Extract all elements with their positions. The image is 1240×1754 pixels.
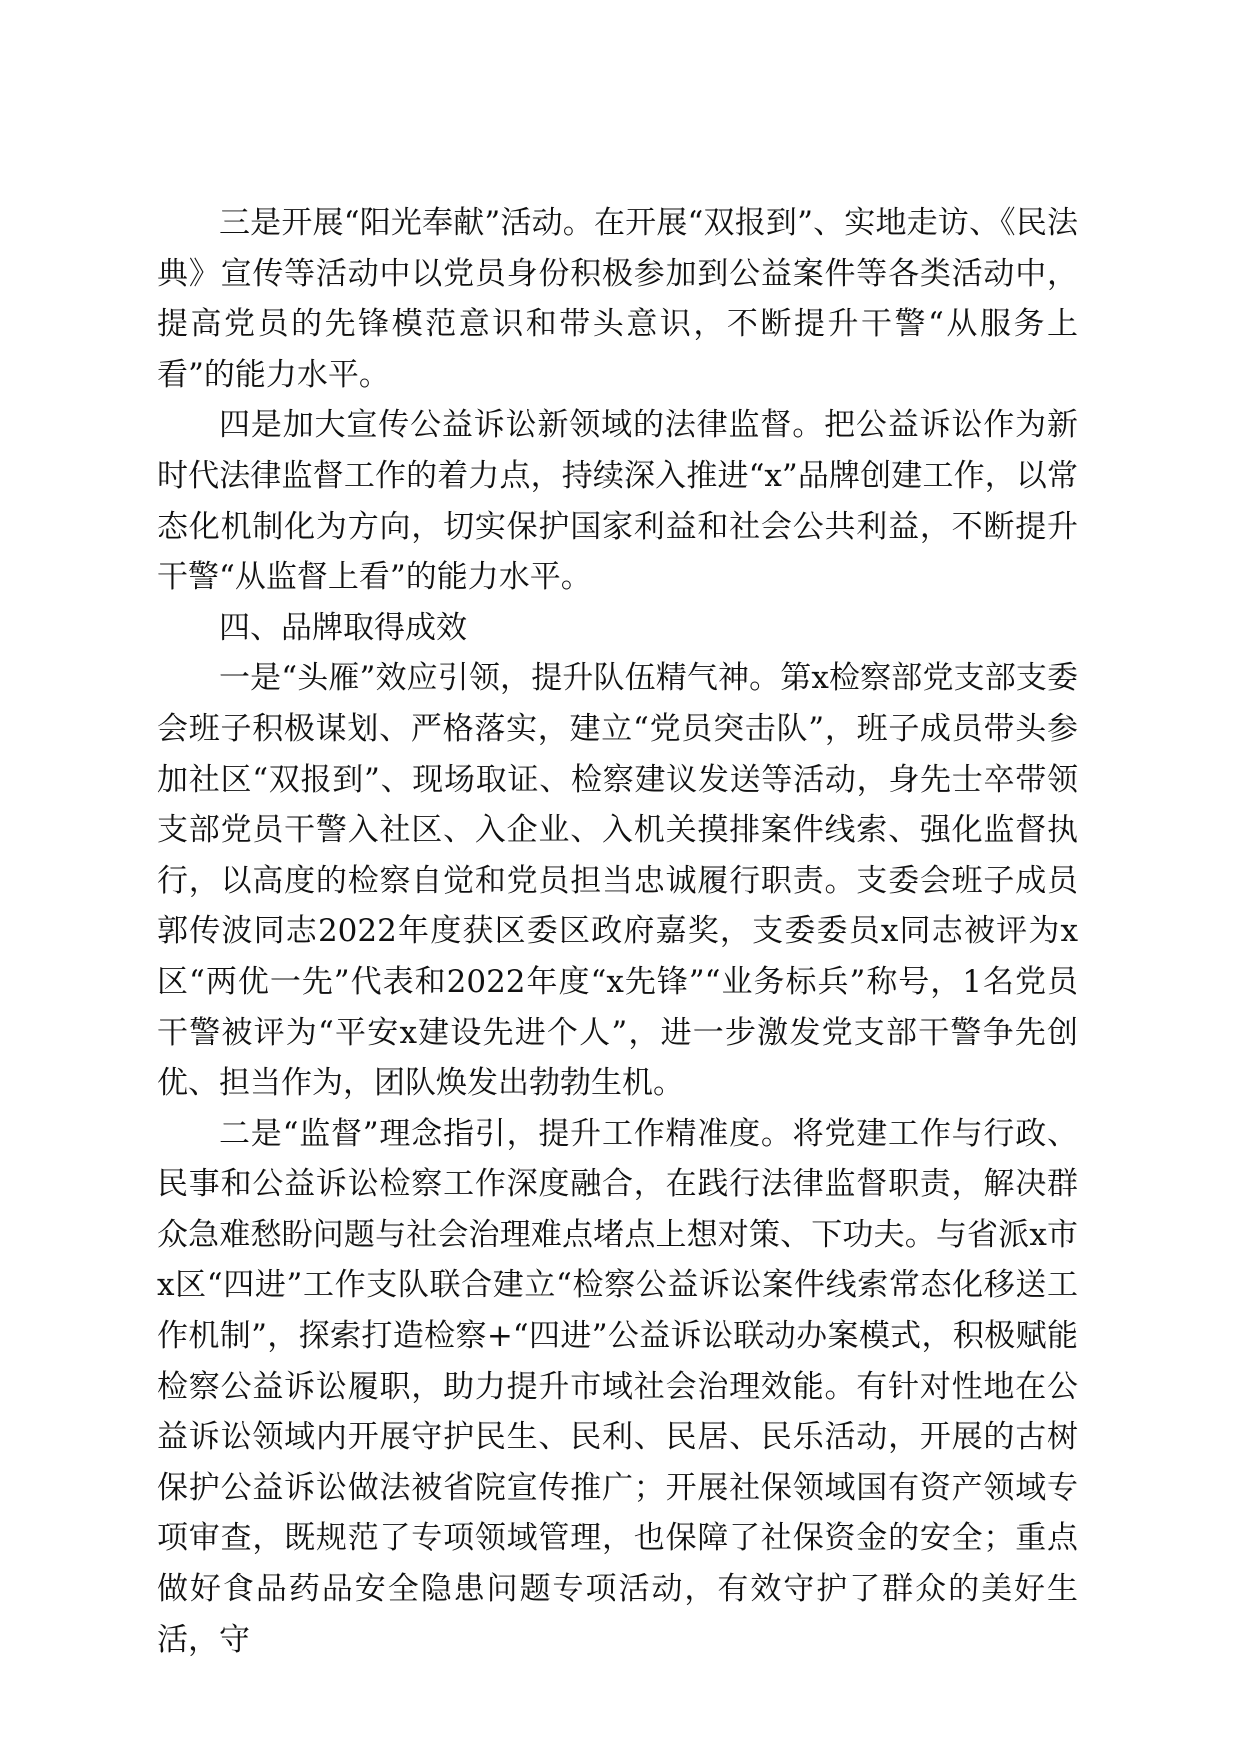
section-heading-brand-results: 四、品牌取得成效 bbox=[219, 609, 467, 646]
paragraph-sunshine-dedication: 三是开展“阳光奉献”活动。在开展“双报到”、实地走访、《民法典》宣传等活动中以党员身份积极参加到公益案件等各类活动中，提高党员的先锋模范意识和带头意识，不断提升干警“从服务上看”的能力水平。 bbox=[157, 205, 1078, 393]
paragraph-leading-goose-effect: 一是“头雁”效应引领，提升队伍精气神。第x检察部党支部支委会班子积极谋划、严格落实，建立“党员突击队”，班子成员带头参加社区“双报到”、现场取证、检察建议发送等活动，身先士卒带领支部党员干警入社区、入企业、入机关摸排案件线索、强化监督执行，以高度的检察自觉和党员担当忠诚履行职责。支委会班子成员郭传波同志2022年度获区委区政府嘉奖，支委委员x同志被评为x区“两优一先”代表和2022年度“x先锋”“业务标兵”称号，1名党员干警被评为“平安x建设先进个人”，进一步激发党支部干警争先创优、担当作为，团队焕发出勃勃生机。 bbox=[157, 660, 1078, 1102]
paragraph-supervision-concept: 二是“监督”理念指引，提升工作精准度。将党建工作与行政、民事和公益诉讼检察工作深度融合，在践行法律监督职责，解决群众急难愁盼问题与社会治理难点堵点上想对策、下功夫。与省派x市x区“四进”工作支队联合建立“检察公益诉讼案件线索常态化移送工作机制”，探索打造检察+“四进”公益诉讼联动办案模式，积极赋能检察公益诉讼履职，助力提升市域社会治理效能。有针对性地在公益诉讼领域内开展守护民生、民利、民居、民乐活动，开展的古树保护公益诉讼做法被省院宣传推广；开展社保领域国有资产领域专项审查，既规范了专项领域管理，也保障了社保资金的安全；重点做好食品药品安全隐患问题专项活动，有效守护了群众的美好生活，守 bbox=[157, 1115, 1078, 1658]
paragraph-public-interest-supervision: 四是加大宣传公益诉讼新领域的法律监督。把公益诉讼作为新时代法律监督工作的着力点，持续深入推进“x”品牌创建工作，以常态化机制化为方向，切实保护国家利益和社会公共利益，不断提升干警“从监督上看”的能力水平。 bbox=[157, 407, 1078, 596]
document-body bbox=[157, 198, 1078, 1665]
